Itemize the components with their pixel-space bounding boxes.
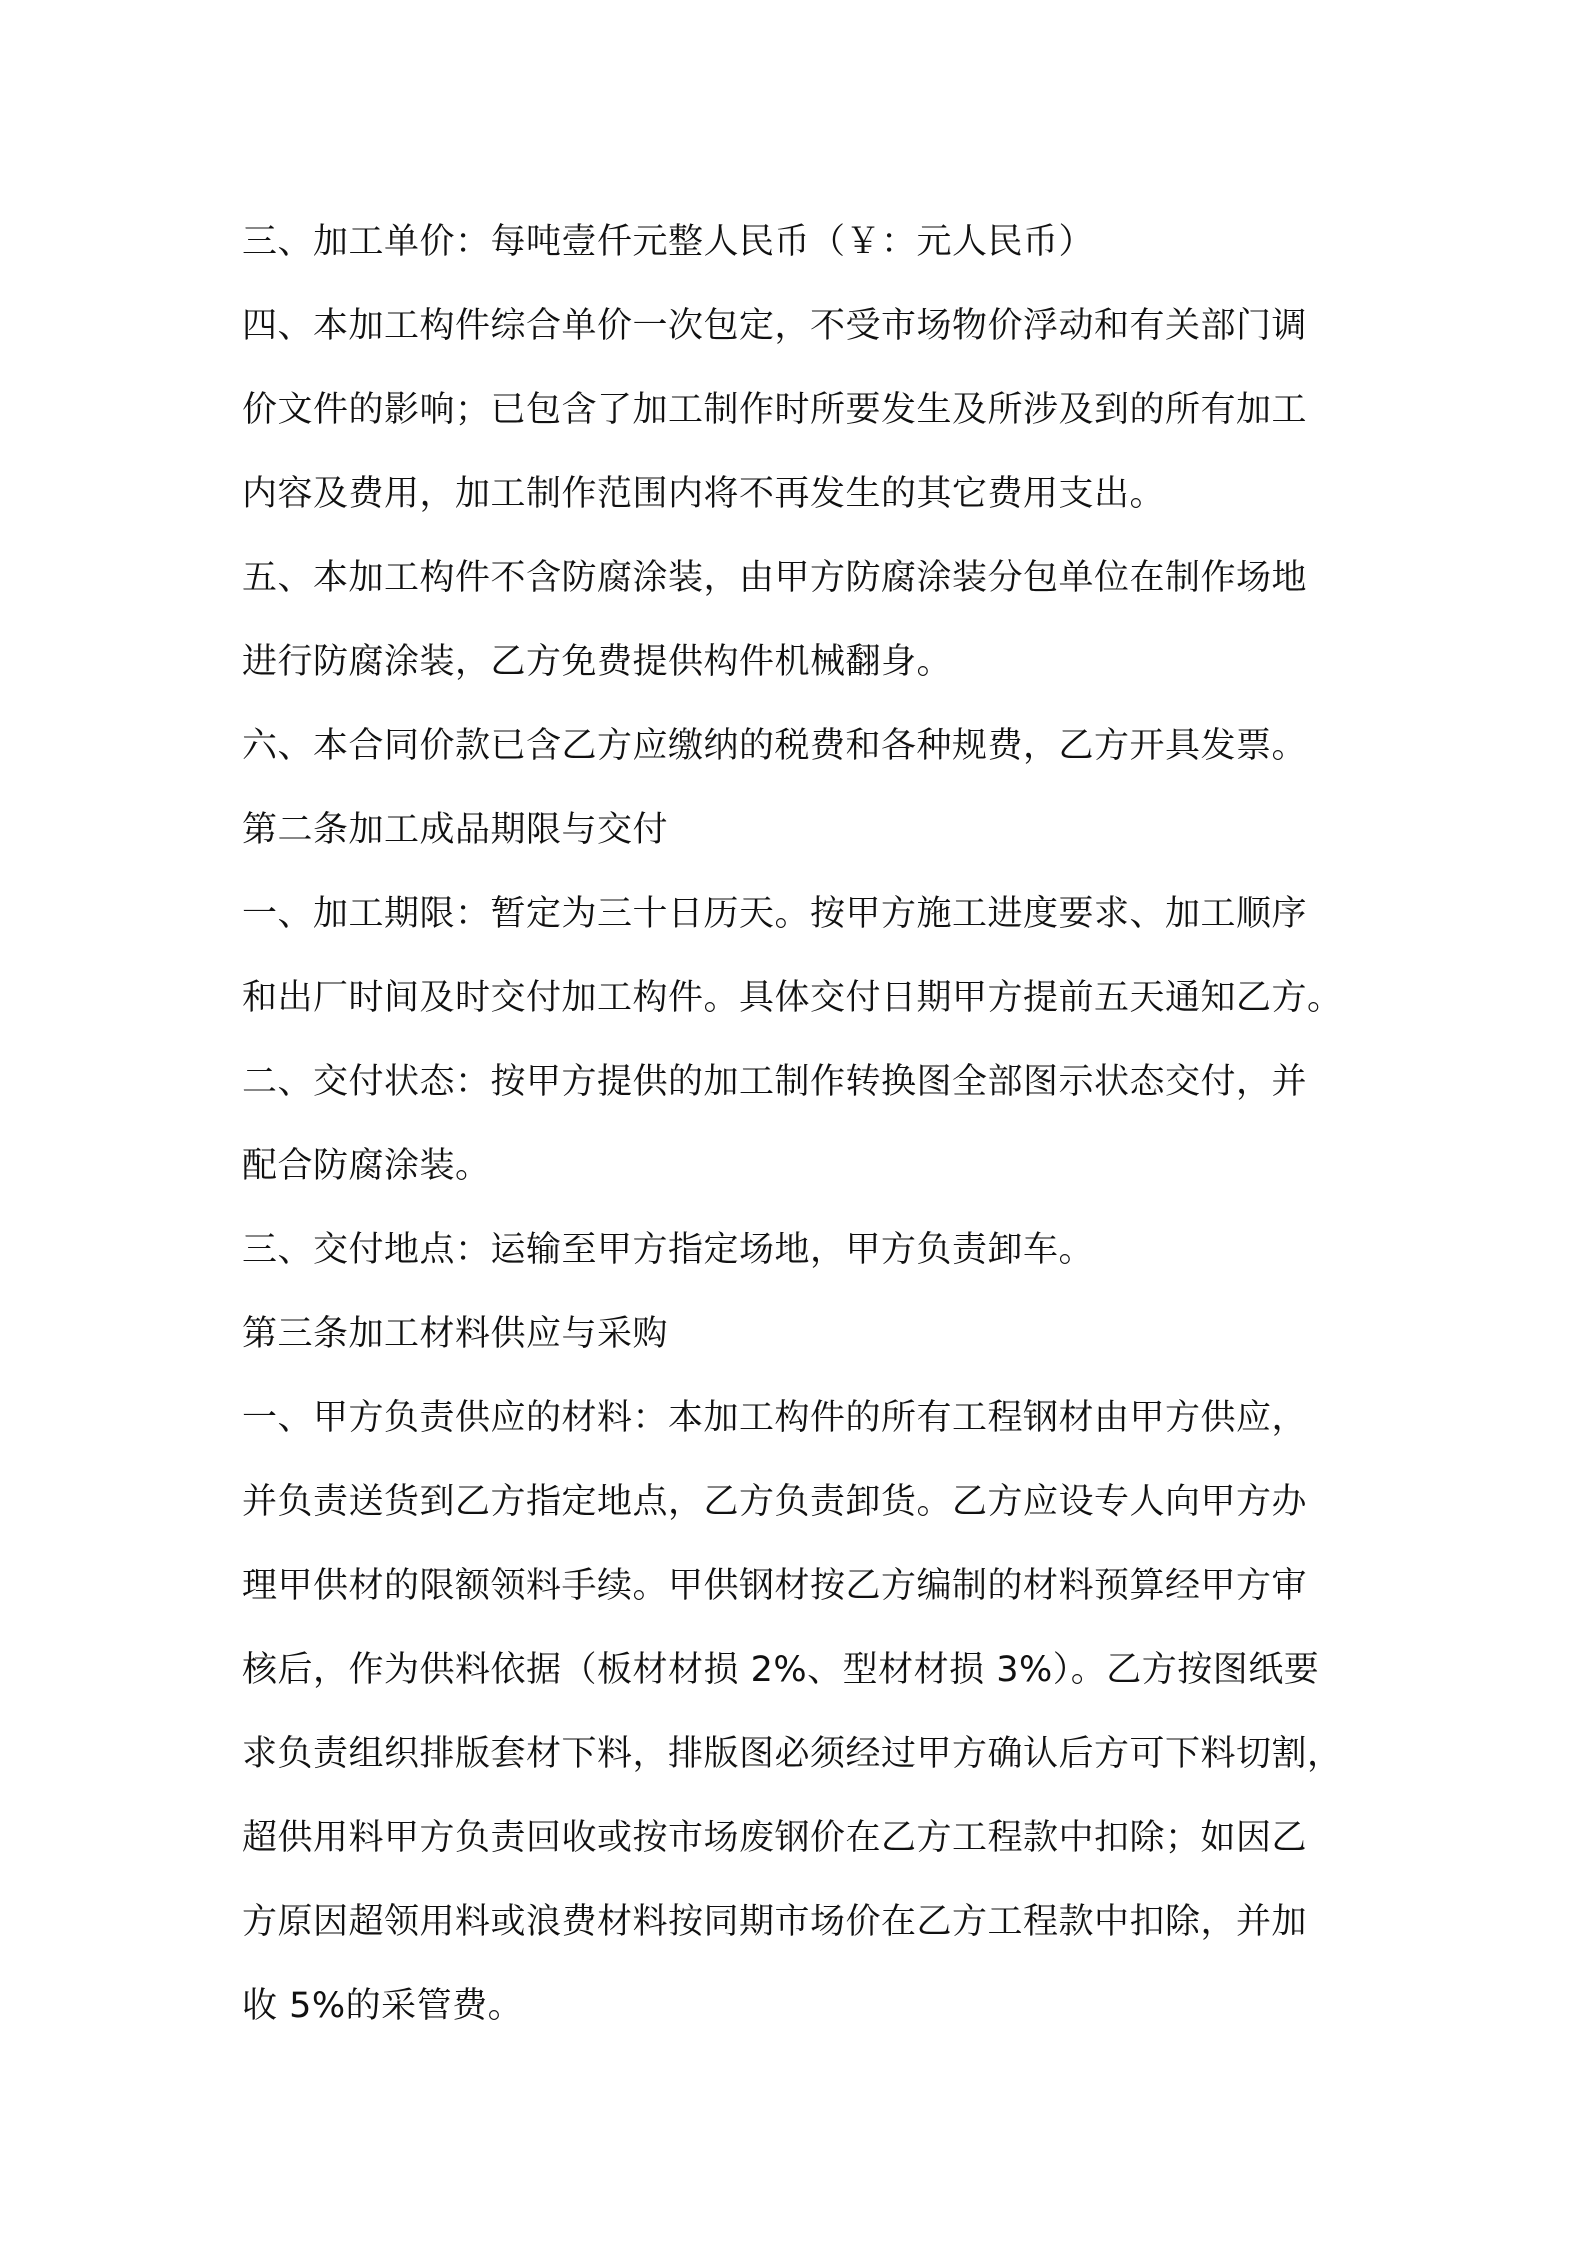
text-line: 并负责送货到乙方指定地点，乙方负责卸货。乙方应设专人向甲方办 [242, 1482, 1308, 1522]
text-line: 核后，作为供料依据（板材材损 2%、型材材损 3%）。乙方按图纸要 [242, 1650, 1320, 1690]
text-line: 二、交付状态：按甲方提供的加工制作转换图全部图示状态交付，并 [242, 1062, 1308, 1102]
text-line: 收 5%的采管费。 [242, 1986, 524, 2026]
text-line: 一、加工期限：暂定为三十日历天。按甲方施工进度要求、加工顺序 [242, 894, 1308, 934]
text-line: 配合防腐涂装。 [242, 1146, 491, 1186]
section-heading: 第二条加工成品期限与交付 [242, 810, 669, 850]
text-line: 方原因超领用料或浪费材料按同期市场价在乙方工程款中扣除，并加 [242, 1902, 1308, 1942]
text-line: 价文件的影响；已包含了加工制作时所要发生及所涉及到的所有加工 [242, 390, 1308, 430]
text-line: 进行防腐涂装，乙方免费提供构件机械翻身。 [242, 642, 953, 682]
document-body [242, 200, 1362, 2048]
text-line: 理甲供材的限额领料手续。甲供钢材按乙方编制的材料预算经甲方审 [242, 1566, 1308, 1606]
text-line: 求负责组织排版套材下料，排版图必须经过甲方确认后方可下料切割， [242, 1734, 1343, 1774]
text-line: 三、交付地点：运输至甲方指定场地，甲方负责卸车。 [242, 1230, 1095, 1270]
text-line: 一、甲方负责供应的材料：本加工构件的所有工程钢材由甲方供应， [242, 1398, 1308, 1438]
text-line: 和出厂时间及时交付加工构件。具体交付日期甲方提前五天通知乙方。 [242, 978, 1343, 1018]
text-line: 四、本加工构件综合单价一次包定，不受市场物价浮动和有关部门调 [242, 306, 1308, 346]
text-line: 超供用料甲方负责回收或按市场废钢价在乙方工程款中扣除；如因乙 [242, 1818, 1308, 1858]
text-line: 三、加工单价：每吨壹仟元整人民币（￥：元人民币） [242, 222, 1095, 262]
text-line: 内容及费用，加工制作范围内将不再发生的其它费用支出。 [242, 474, 1166, 514]
section-heading: 第三条加工材料供应与采购 [242, 1314, 669, 1354]
text-line: 六、本合同价款已含乙方应缴纳的税费和各种规费，乙方开具发票。 [242, 726, 1308, 766]
text-line: 五、本加工构件不含防腐涂装，由甲方防腐涂装分包单位在制作场地 [242, 558, 1308, 598]
